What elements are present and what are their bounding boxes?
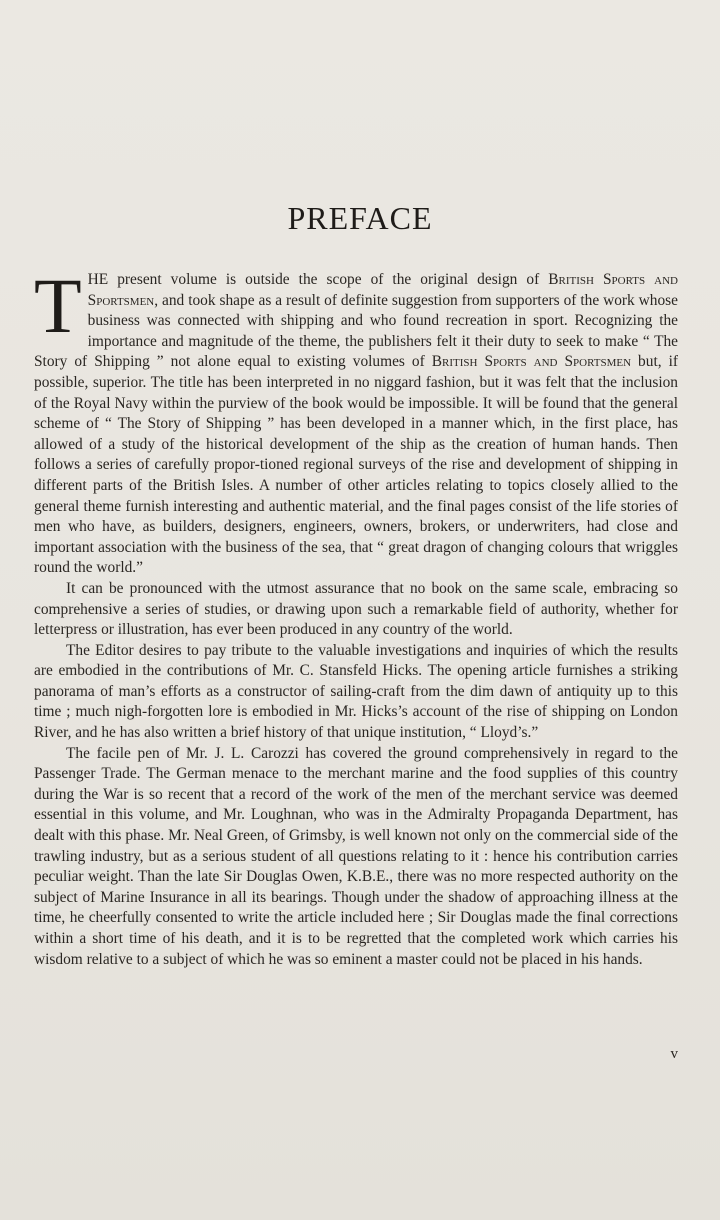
series-title-2: British Sports and Sportsmen	[431, 353, 632, 371]
paragraph-3: The Editor desires to pay tribute to the valuable investigations and inquiries of which the results are embodied in the contributions of Mr. C. Stansfeld Hicks. The opening article furnishes a striking panorama of man’s efforts as a constructor of sailing-craft from the dim dawn of antiquity up to this time ; much nigh-forgotten lore is embodied in Mr. Hicks’s account of the rise of shipping on London River, and he has also written a brief history of that unique institution, “ Lloyd’s.”	[34, 641, 678, 742]
page-number: v	[670, 1046, 678, 1062]
paragraph-1	[34, 262, 678, 579]
paragraph-1-mid: , and took shape as a result of definite suggestion from supporters of the work whose business was connected with shipping and who found recreation in sport. Recognizing the importance and magnitude of the theme, the publishers felt it their duty to seek to make “ The Story of Shipping ” not alone equal to existing volumes of	[34, 291, 678, 371]
page-title: PREFACE	[287, 200, 433, 236]
paragraph-4: The facile pen of Mr. J. L. Carozzi has covered the ground comprehensively in regard to the Passenger Trade. The German menace to the merchant marine and the food supplies of this country during the War is so recent that a record of the work of the men of the merchant service was deemed essential in this volume, and Mr. Loughnan, who was in the Admiralty Propaganda Department, has dealt with this phase. Mr. Neal Green, of Grimsby, is well known not only on the commercial side of the trawling industry, but as a serious student of all questions relating to it : hence his contribution carries peculiar weight. Than the late Sir Douglas Owen, K.B.E., there was no more respected authority on the subject of Marine Insurance in all its bearings. Though under the shadow of approaching illness at the time, he cheerfully consented to write the article included here ; Sir Douglas made the final corrections within a short time of his death, and it is to be regretted that the completed work which carries his wisdom relative to a subject of which he was so eminent a master could not be placed in his hands.	[34, 744, 678, 968]
paragraph-2: It can be pronounced with the utmost assurance that no book on the same scale, embracing so comprehensive a series of studies, or drawing upon such a remarkable field of authority, whether for letterpress or illustration, has ever been produced in any country of the world.	[34, 579, 678, 639]
paragraph-1-lead: HE present volume is outside the scope of the original design of	[87, 271, 549, 288]
paragraph-1-rest: but, if possible, superior. The title has been interpreted in no niggard fashion, but it was felt that the inclusion of the Royal Navy within the purview of the book would be impossible. It will be found that the general scheme of “ The Story of Shipping ” has been developed in a manner which, in the first place, has allowed of a study of the historical development of the ship as the creation of human hands. Then follows a series of carefully propor-tioned regional surveys of the rise and development of shipping in different parts of the British Isles. A number of other articles relating to topics closely allied to the general theme furnish interesting and authentic material, and the final pages consist of the life stories of men who have, as builders, designers, engineers, owners, brokers, or underwriters, had close and important association with the business of the sea, that “ great dragon of changing colours that wriggles round the world.”	[34, 353, 678, 577]
drop-cap: T	[34, 262, 82, 349]
preface-body	[34, 262, 678, 970]
series-title-1: British Sports and Sportsmen	[87, 271, 678, 309]
